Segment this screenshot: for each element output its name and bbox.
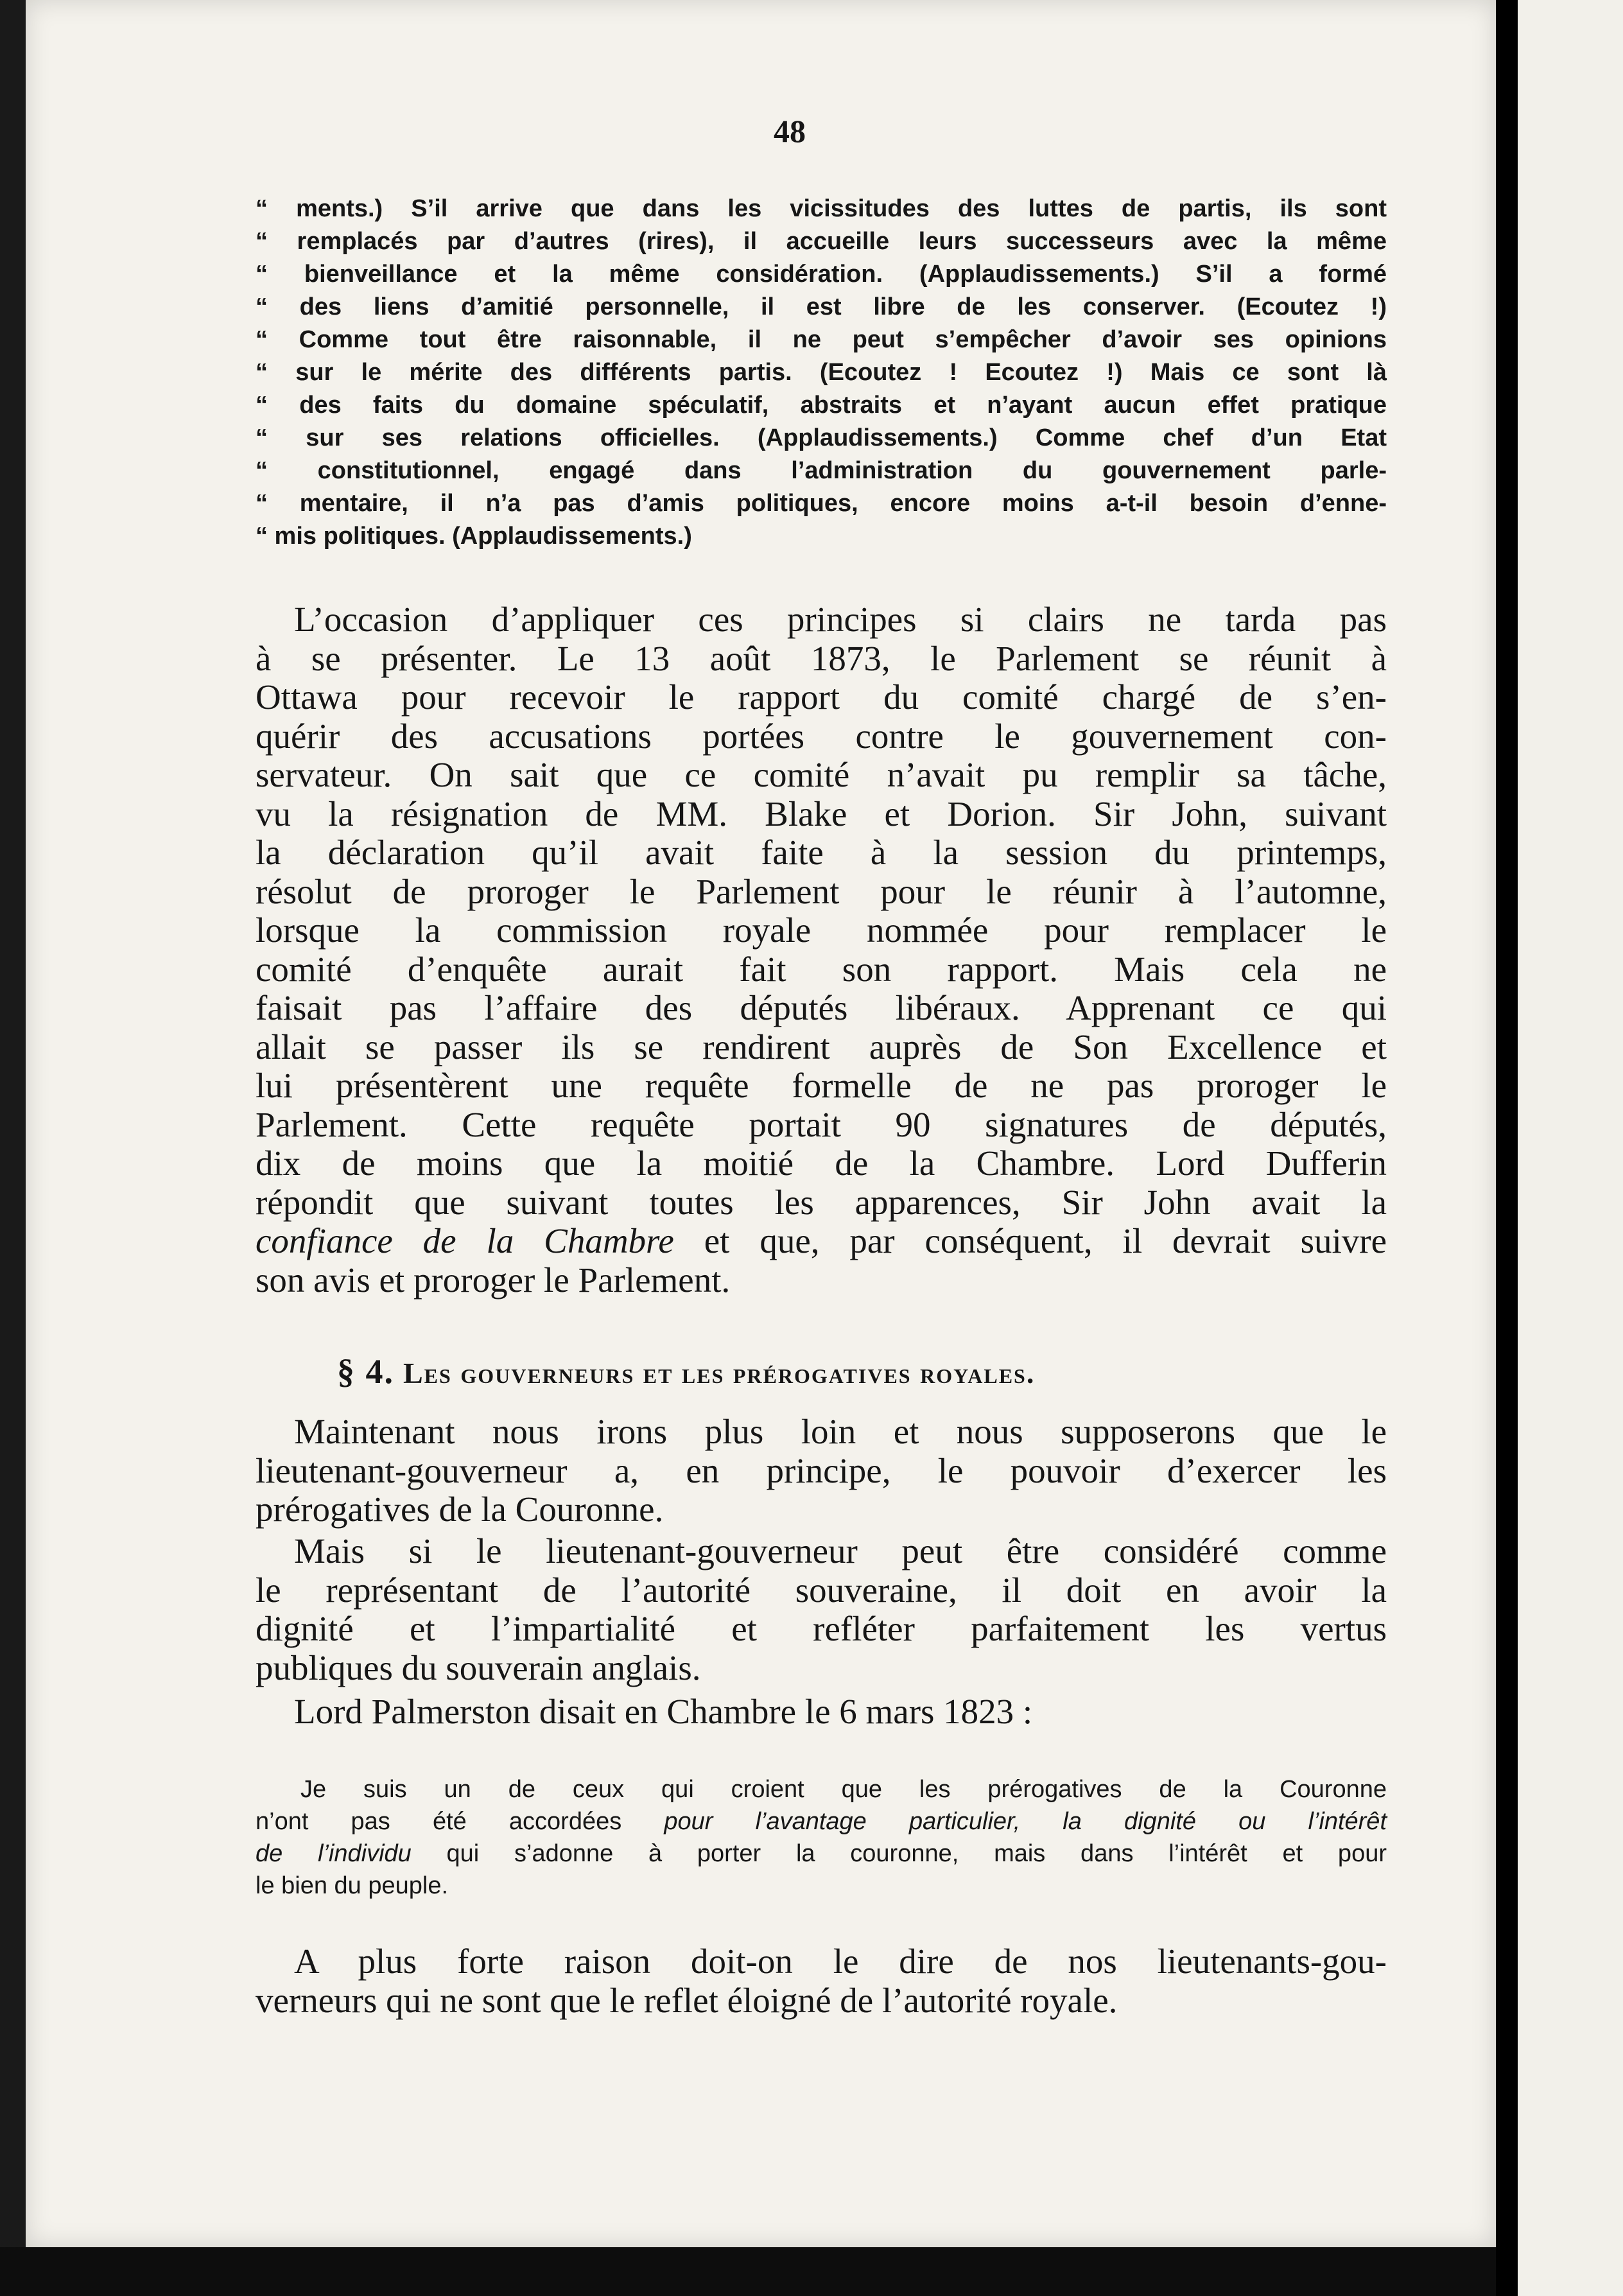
paragraph-line: le représentant de l’autorité souveraine, il doit en avoir la (256, 1570, 1387, 1610)
italic-phrase: de l’individu (256, 1840, 412, 1867)
paragraph-line: la déclaration qu’il avait faite à la session du printemps, (256, 833, 1387, 872)
quote-line: “ mentaire, il n’a pas d’amis politiques, encore moins a-t-il besoin d’enne- (256, 490, 1387, 517)
section-title: Les gouverneurs et les prérogatives royales. (403, 1357, 1036, 1389)
paragraph-line: comité d’enquête aurait fait son rapport. Mais cela ne (256, 949, 1387, 989)
paragraph-line: dignité et l’impartialité et refléter parfaitement les vertus (256, 1609, 1387, 1648)
quote-line: “ des faits du domaine spéculatif, abstraits et n’ayant aucun effet pratique (256, 392, 1387, 419)
italic-phrase: pour l’avantage particulier, la dignité ou l’intérêt (664, 1808, 1387, 1835)
quote-line: Je suis un de ceux qui croient que les prérogatives de la Couronne (300, 1776, 1387, 1803)
paragraph-line: lieutenant-gouverneur a, en principe, le pouvoir d’exercer les (256, 1450, 1387, 1490)
paragraph-prorogation (256, 600, 1387, 1300)
line-start: n’ont pas été accordées (256, 1808, 664, 1835)
speech-quotation (256, 193, 1387, 553)
paragraph-line: à se présenter. Le 13 août 1873, le Parlement se réunit à (256, 638, 1387, 678)
quote-line: “ des liens d’amitié personnelle, il est libre de les conserver. (Ecoutez !) (256, 293, 1387, 320)
paragraph-line: Maintenant nous irons plus loin et nous supposerons que le (294, 1412, 1387, 1451)
paragraph-line: faisait pas l’affaire des députés libéraux. Apprenant ce qui (256, 988, 1387, 1027)
paragraph-line: allait se passer ils se rendirent auprès de Son Excellence et (256, 1027, 1387, 1066)
quote-line: “ Comme tout être raisonnable, il ne peut s’empêcher d’avoir ses opinions (256, 326, 1387, 353)
facing-page-edge (1518, 0, 1623, 2296)
quote-line: “ sur le mérite des différents partis. (Ecoutez ! Ecoutez !) Mais ce sont là (256, 359, 1387, 386)
paragraph-line: son avis et proroger le Parlement. (256, 1260, 731, 1300)
paragraph-line: répondit que suivant toutes les apparences, Sir John avait la (256, 1182, 1387, 1222)
page-bottom-edge (0, 2247, 1496, 2296)
paragraph-prerogatives (256, 1413, 1387, 1529)
quote-line: “ mis politiques. (Applaudissements.) (256, 523, 692, 550)
paragraph-line-italic (256, 1222, 1387, 1261)
paragraph-palmerston (256, 1692, 1387, 1732)
paragraph-line: Parlement. Cette requête portait 90 signatures de députés, (256, 1104, 1387, 1144)
quote-line (256, 1838, 1387, 1870)
quote-line: “ remplacés par d’autres (rires), il accueille leurs successeurs avec la même (256, 228, 1387, 255)
paragraph-line: Ottawa pour recevoir le rapport du comité chargé de s’en- (256, 677, 1387, 717)
paragraph-line: résolut de proroger le Parlement pour le réunir à l’automne, (256, 871, 1387, 911)
quote-line: le bien du peuple. (256, 1872, 449, 1899)
paragraph-line: vu la résignation de MM. Blake et Dorion. Sir John, suivant (256, 794, 1387, 833)
quote-line: “ bienveillance et la même considération. (Applaudissements.) S’il a formé (256, 261, 1387, 288)
paragraph-line: dix de moins que la moitié de la Chambre. Lord Dufferin (256, 1144, 1387, 1183)
paragraph-line: verneurs qui ne sont que le reflet éloigné de l’autorité royale. (256, 1980, 1118, 2020)
paragraph-line: L’occasion d’appliquer ces principes si clairs ne tarda pas (294, 600, 1387, 639)
page-number: 48 (774, 113, 806, 149)
line-rest: et que, par conséquent, il devrait suivre (673, 1221, 1387, 1260)
paragraph-conclusion (256, 1942, 1387, 2020)
paragraph-line: Lord Palmerston disait en Chambre le 6 mars 1823 : (294, 1692, 1033, 1731)
quote-line: “ ments.) S’il arrive que dans les vicissitudes des luttes de partis, ils sont (256, 195, 1387, 222)
paragraph-line: publiques du souverain anglais. (256, 1648, 701, 1687)
line-rest: qui s’adonne à porter la couronne, mais dans l’intérêt et pour (411, 1840, 1387, 1867)
paragraph-representative (256, 1532, 1387, 1687)
quote-line (256, 1805, 1387, 1838)
paragraph-line: prérogatives de la Couronne. (256, 1490, 664, 1529)
paragraph-line: A plus forte raison doit-on le dire de nos lieutenants-gou- (294, 1942, 1387, 1981)
quote-line: “ sur ses relations officielles. (Applaudissements.) Comme chef d’un Etat (256, 424, 1387, 451)
section-number: § 4. (337, 1352, 394, 1391)
page-gutter-border (1496, 0, 1518, 2296)
italic-phrase: confiance de la Chambre (256, 1221, 674, 1260)
paragraph-line: Mais si le lieutenant-gouverneur peut être considéré comme (294, 1531, 1387, 1570)
paragraph-line: quérir des accusations portées contre le gouvernement con- (256, 716, 1387, 756)
section-heading (337, 1352, 1035, 1391)
palmerston-quotation (256, 1773, 1387, 1902)
paragraph-line: lorsque la commission royale nommée pour remplacer le (256, 910, 1387, 950)
quote-line: “ constitutionnel, engagé dans l’administration du gouvernement parle- (256, 457, 1387, 484)
paragraph-line: lui présentèrent une requête formelle de ne pas proroger le (256, 1066, 1387, 1105)
paragraph-line: servateur. On sait que ce comité n’avait pu remplir sa tâche, (256, 755, 1387, 794)
